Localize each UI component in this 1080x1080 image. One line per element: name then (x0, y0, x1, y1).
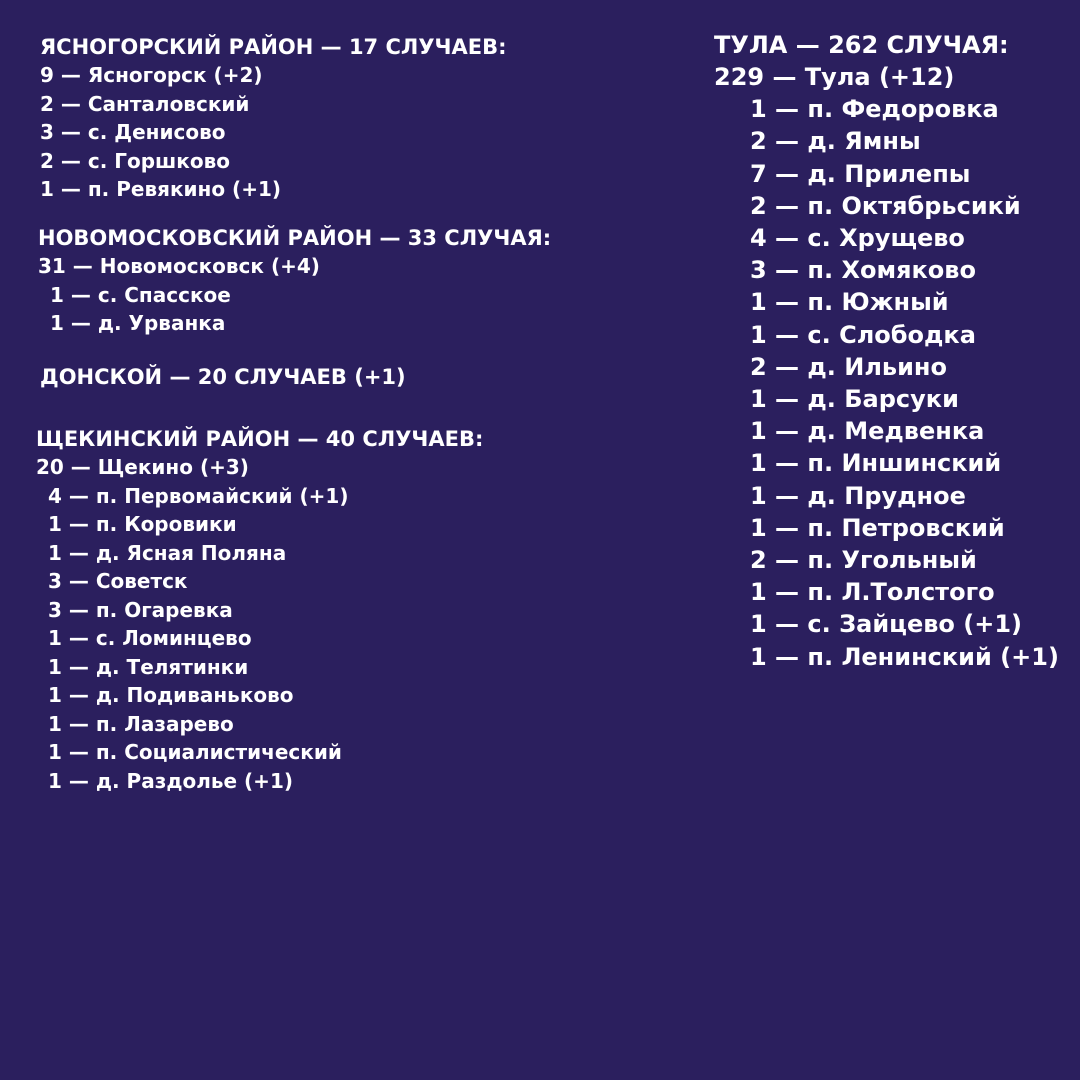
district-title: ДОНСКОЙ — 20 СЛУЧАЕВ (+1) (40, 365, 406, 389)
list-item: 1 — д. Ясная Поляна (48, 540, 287, 565)
list-item: 1 — с. Зайцево (+1) (750, 610, 1023, 639)
list-item: 1 — п. Федоровка (750, 95, 999, 124)
list-item: 1 — д. Медвенка (750, 417, 985, 446)
donskoy-block (40, 363, 406, 391)
list-item: 31 — Новомосковск (+4) (38, 254, 320, 278)
list-item: 1 — с. Спасское (50, 282, 231, 307)
list-item: 2 — с. Горшково (40, 148, 231, 173)
list-item: 3 — п. Огаревка (48, 597, 233, 622)
list-item: 4 — с. Хрущево (750, 224, 965, 253)
list-item: 1 — д. Телятинки (48, 654, 249, 679)
list-item: 1 — п. Иншинский (750, 449, 1002, 478)
shchekino-district-block (36, 425, 483, 795)
list-item: 1 — п. Петровский (750, 513, 1005, 542)
list-item: 1 — д. Урванка (50, 311, 226, 335)
list-item: 3 — п. Хомяково (750, 256, 976, 285)
district-title: НОВОМОСКОВСКИЙ РАЙОН — 33 СЛУЧАЯ: (38, 226, 552, 250)
list-item: 2 — Санталовский (40, 91, 250, 116)
list-item: 1 — п. Коровики (48, 512, 237, 536)
list-item: 20 — Щекино (+3) (36, 455, 249, 479)
district-title: ЩЕКИНСКИЙ РАЙОН — 40 СЛУЧАЕВ: (36, 427, 484, 451)
tula-block (714, 29, 1059, 673)
list-item: 2 — п. Октябрьсикй (750, 191, 1021, 220)
list-item: 7 — д. Прилепы (750, 159, 971, 188)
list-item: 229 — Тула (+12) (714, 63, 955, 91)
list-item: 1 — д. Подиваньково (48, 683, 294, 707)
yasnogorsk-district-block (40, 33, 507, 204)
list-item: 1 — д. Раздолье (+1) (48, 768, 293, 793)
list-item: 1 — д. Барсуки (750, 385, 959, 414)
list-item: 1 — п. Л.Толстого (750, 578, 995, 607)
list-item: 1 — с. Слободка (750, 320, 976, 349)
list-item: 3 — Советск (48, 569, 188, 593)
list-item: 1 — п. Социалистический (48, 740, 342, 764)
list-item: 1 — п. Ревякино (+1) (40, 177, 282, 201)
district-title: ТУЛА — 262 СЛУЧАЯ: (714, 31, 1009, 59)
list-item: 1 — д. Прудное (750, 481, 966, 510)
list-item: 9 — Ясногорск (+2) (40, 63, 263, 87)
list-item: 4 — п. Первомайский (+1) (48, 483, 349, 508)
list-item: 3 — с. Денисово (40, 120, 226, 144)
list-item: 1 — п. Южный (750, 288, 949, 317)
list-item: 2 — п. Угольный (750, 546, 977, 575)
list-item: 1 — с. Ломинцево (48, 626, 252, 650)
list-item: 2 — д. Ильино (750, 352, 947, 381)
district-title: ЯСНОГОРСКИЙ РАЙОН — 17 СЛУЧАЕВ: (40, 35, 507, 59)
novomoskovsk-district-block (38, 224, 551, 338)
list-item: 1 — п. Лазарево (48, 711, 234, 736)
list-item: 1 — п. Ленинский (+1) (750, 642, 1059, 671)
list-item: 2 — д. Ямны (750, 127, 921, 156)
